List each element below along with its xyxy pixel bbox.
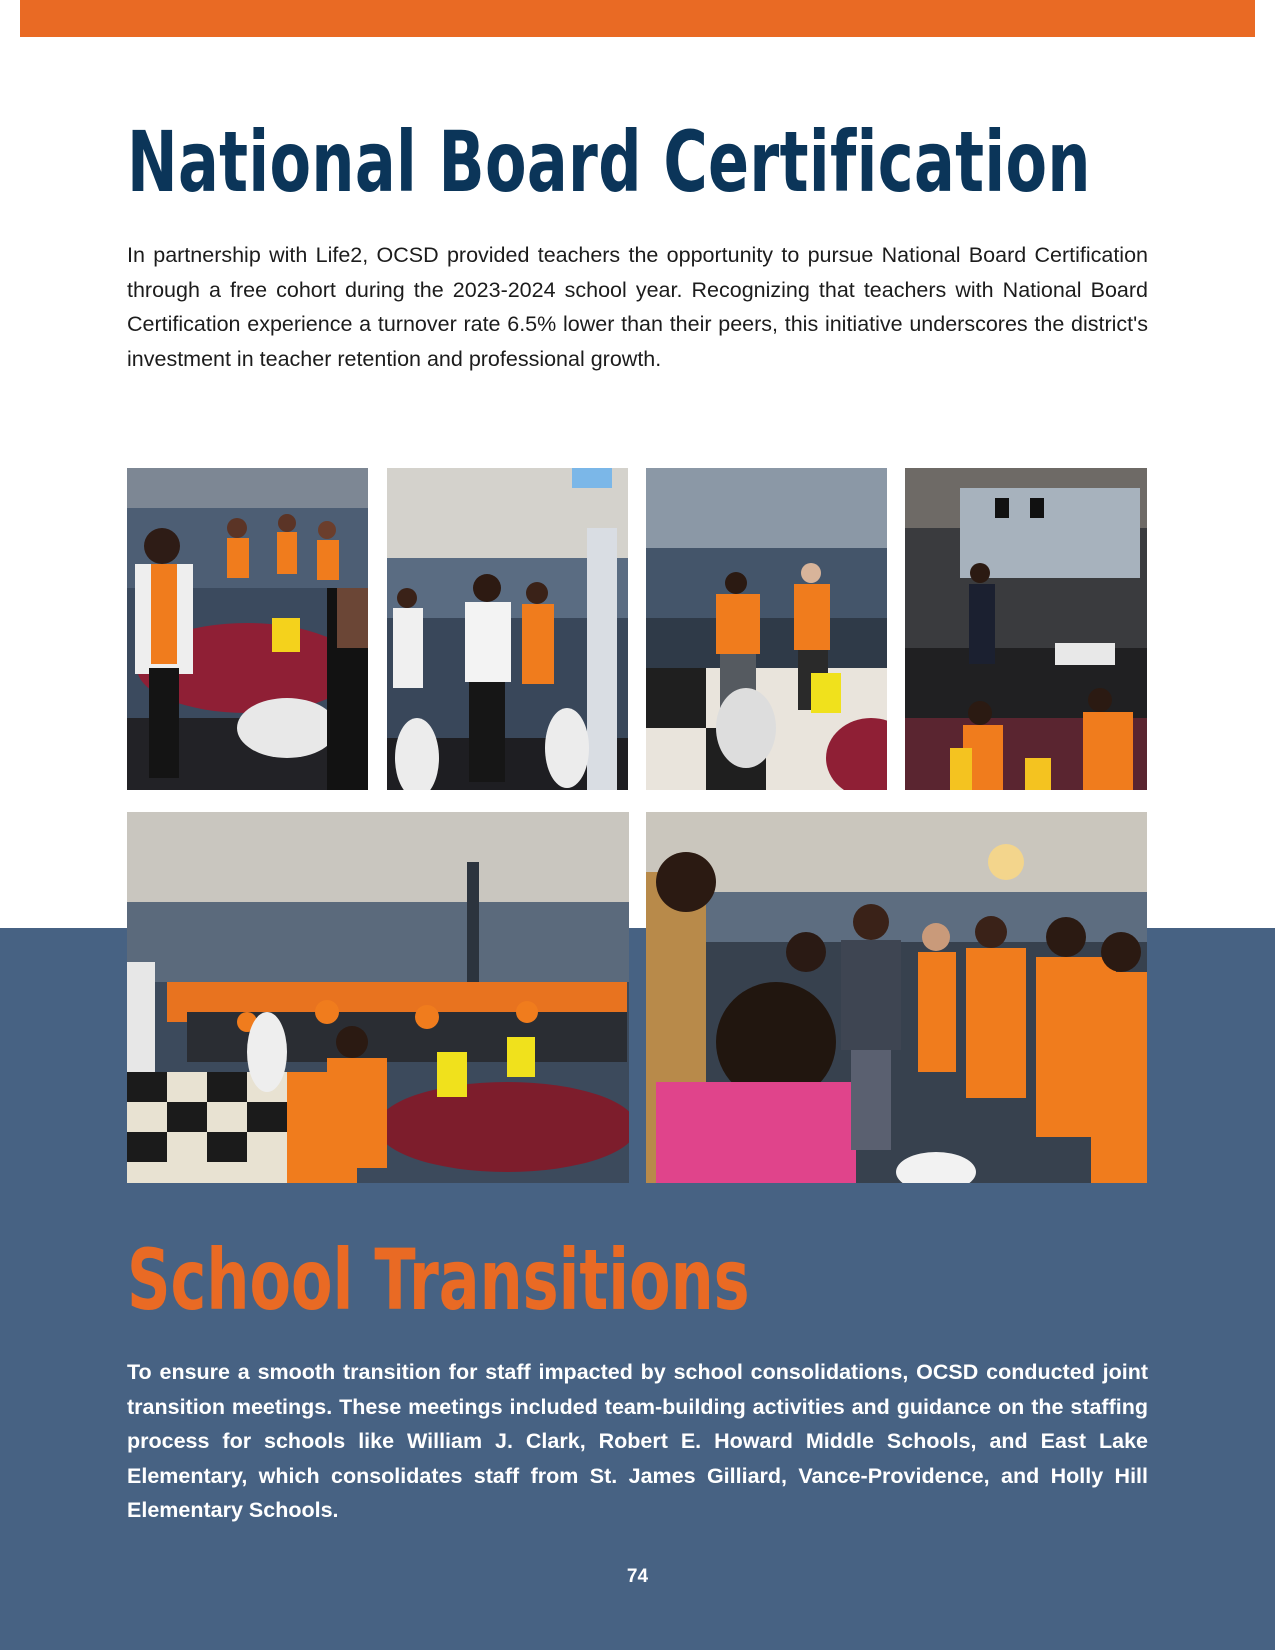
event-photo-3 bbox=[646, 468, 887, 790]
section-paragraph: To ensure a smooth transition for staff impacted by school consolidations, OCSD conducted joint transition meetings. These meetings included team-building activities and guidance on the staffing process for schools like William J. Clark, Robert E. Howard Middle Schools, and East Lake Elementary, which consolidates staff from St. James Gilliard, Vance-Providence, and Holly Hill Elementary Schools. bbox=[127, 1360, 1148, 1522]
page-title: National Board Certification bbox=[127, 113, 1091, 211]
event-photo-5 bbox=[127, 812, 629, 1183]
event-photo-6 bbox=[646, 812, 1147, 1183]
event-photo-1 bbox=[127, 468, 368, 790]
page-number: 74 bbox=[626, 1566, 649, 1587]
intro-paragraph: In partnership with Life2, OCSD provided teachers the opportunity to pursue National Board Certification through a free cohort during the 2023-2024 school year. Recognizing that teachers with National Board Certification experience a turnover rate 6.5% lower than their peers, this initiative underscores the district's investment in teacher retention and professional growth. bbox=[127, 243, 1148, 371]
section-title: School Transitions bbox=[127, 1231, 750, 1329]
top-accent-bar bbox=[20, 0, 1255, 37]
event-photo-4 bbox=[905, 468, 1147, 790]
event-photo-2 bbox=[387, 468, 628, 790]
